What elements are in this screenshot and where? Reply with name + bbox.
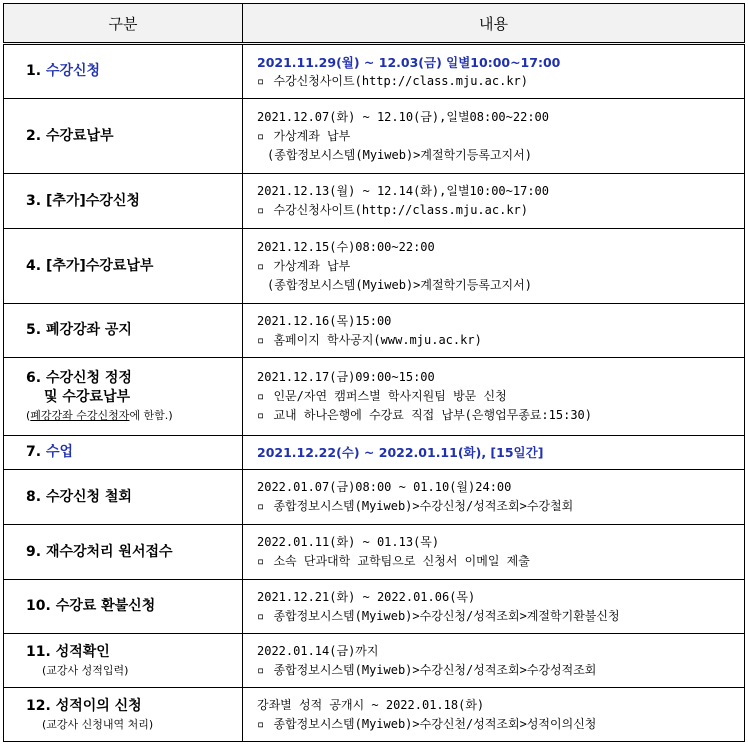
row-date: 2022.01.14(금)까지: [257, 643, 379, 658]
row-number: 7.: [26, 444, 42, 460]
row-category: [4, 99, 243, 174]
bullet-icon: ▫: [257, 258, 265, 273]
row-number: 5.: [26, 322, 42, 338]
table-row: [4, 525, 745, 580]
row-note: (교강사 성적입력): [42, 663, 129, 677]
table-row: [4, 44, 745, 99]
row-category: [4, 44, 243, 99]
table-row: [4, 634, 745, 688]
row-title-2: 및 수강료납부: [44, 389, 131, 405]
row-category: [4, 229, 243, 304]
table-row: [4, 470, 745, 525]
row-content: [243, 44, 745, 99]
row-title: 수강신청 정정: [45, 370, 132, 386]
header-content: 내용: [243, 4, 745, 44]
row-title: 폐강강좌 공지: [45, 322, 132, 338]
header-category: 구분: [4, 4, 243, 44]
table-row: [4, 436, 745, 470]
bullet-icon: ▫: [257, 662, 265, 677]
bullet-icon: ▫: [257, 332, 265, 347]
bullet-icon: ▫: [257, 554, 265, 568]
row-detail: 종합정보시스템(Myiweb)>수강신청/성적조회>계절학기환불신청: [273, 608, 620, 623]
row-content: [243, 304, 745, 358]
row-date: 2021.12.21(화) ~ 2022.01.06(목): [257, 589, 476, 604]
row-detail: 수강신청사이트(http://class.mju.ac.kr): [273, 203, 529, 217]
row-title: 재수강처리 원서접수: [45, 543, 173, 560]
row-title: [추가]수강료납부: [45, 257, 154, 274]
row-number: 6.: [26, 370, 42, 386]
row-date: 2021.12.17(금)09:00~15:00: [257, 370, 435, 384]
row-date: 2021.12.16(목)15:00: [257, 313, 392, 328]
bullet-icon: ▫: [257, 499, 265, 513]
row-category: [4, 304, 243, 358]
schedule-table: [3, 3, 745, 742]
row-detail: 수강신청사이트(http://class.mju.ac.kr): [273, 73, 529, 88]
row-detail-2: 교내 하나은행에 수강료 직접 납부(은행업무종료:15:30): [273, 408, 593, 422]
row-content: [243, 174, 745, 229]
row-category: [4, 634, 243, 688]
row-date: 2021.11.29(월) ~ 12.03(금) 일별10:00~17:00: [257, 54, 561, 70]
row-detail-2: (종합정보시스템(Myiweb)>계절학기등록고지서): [267, 147, 532, 162]
table-header-row: [4, 4, 745, 44]
bullet-icon: ▫: [257, 408, 265, 422]
row-category: [4, 174, 243, 229]
row-title: 성적이의 신청: [55, 697, 142, 714]
table-row: [4, 174, 745, 229]
row-date: 2021.12.22(수) ~ 2022.01.11(화), [15일간]: [257, 445, 544, 460]
row-detail: 종합정보시스템(Myiweb)>수강신청/성적조회>수강성적조회: [273, 662, 597, 677]
bullet-icon: ▫: [257, 716, 265, 731]
table-row: [4, 688, 745, 742]
row-category: [4, 470, 243, 525]
row-date: 2022.01.11(화) ~ 01.13(목): [257, 535, 440, 549]
row-number: 12.: [26, 697, 51, 714]
table-row: [4, 358, 745, 436]
row-date: 2021.12.15(수)08:00~22:00: [257, 239, 435, 254]
row-content: [243, 580, 745, 634]
table-row: [4, 304, 745, 358]
row-note: (교강사 신청내역 처리): [42, 717, 154, 731]
row-content: [243, 634, 745, 688]
bullet-icon: ▫: [257, 203, 265, 217]
bullet-icon: ▫: [257, 128, 265, 143]
row-category: [4, 436, 243, 470]
row-date: 2022.01.07(금)08:00 ~ 01.10(월)24:00: [257, 480, 512, 494]
row-detail: 종합정보시스템(Myiweb)>수강신청/성적조회>수강철회: [273, 499, 574, 513]
row-note: (폐강강좌 수강신청자에 한함.): [26, 409, 173, 422]
row-number: 11.: [26, 643, 51, 660]
row-date: 강좌별 성적 공개시 ~ 2022.01.18(화): [257, 697, 485, 712]
row-content: [243, 358, 745, 436]
bullet-icon: ▫: [257, 608, 265, 623]
row-content: [243, 229, 745, 304]
row-detail: 가상계좌 납부: [273, 128, 351, 143]
row-number: 2.: [26, 127, 42, 144]
row-content: [243, 525, 745, 580]
row-detail: 가상계좌 납부: [273, 258, 351, 273]
row-detail: 인문/자연 캠퍼스별 학사지원팀 방문 신청: [273, 389, 507, 403]
row-content: [243, 470, 745, 525]
bullet-icon: ▫: [257, 73, 265, 88]
row-detail: 종합정보시스템(Myiweb)>수강신천/성적조회>성적이의신청: [273, 716, 597, 731]
row-number: 9.: [26, 543, 42, 560]
row-title: 성적확인: [55, 643, 110, 660]
row-date: 2021.12.13(월) ~ 12.14(화),일별10:00~17:00: [257, 184, 550, 198]
row-number: 4.: [26, 257, 42, 274]
bullet-icon: ▫: [257, 389, 265, 403]
row-number: 3.: [26, 192, 42, 209]
row-title: 수업: [45, 444, 73, 460]
row-category: [4, 580, 243, 634]
table-row: [4, 229, 745, 304]
row-detail: 소속 단과대학 교학팀으로 신청서 이메일 제출: [273, 554, 530, 568]
table-row: [4, 580, 745, 634]
row-title: 수강료 환불신청: [55, 598, 156, 614]
row-title: [추가]수강신청: [45, 192, 140, 209]
row-category: [4, 525, 243, 580]
row-category: [4, 358, 243, 436]
row-category: [4, 688, 243, 742]
row-date: 2021.12.07(화) ~ 12.10(금),일별08:00~22:00: [257, 109, 550, 124]
row-content: [243, 436, 745, 470]
row-detail-2: (종합정보시스템(Myiweb)>계절학기등록고지서): [267, 277, 532, 292]
table-row: [4, 99, 745, 174]
row-content: [243, 99, 745, 174]
row-number: 10.: [26, 598, 51, 614]
row-number: 8.: [26, 488, 42, 505]
row-title: 수강신청: [45, 63, 101, 79]
row-detail: 홈페이지 학사공지(www.mju.ac.kr): [273, 332, 482, 347]
row-title: 수강료납부: [45, 127, 114, 144]
row-title: 수강신청 철회: [45, 488, 132, 505]
row-content: [243, 688, 745, 742]
row-number: 1.: [26, 63, 42, 79]
